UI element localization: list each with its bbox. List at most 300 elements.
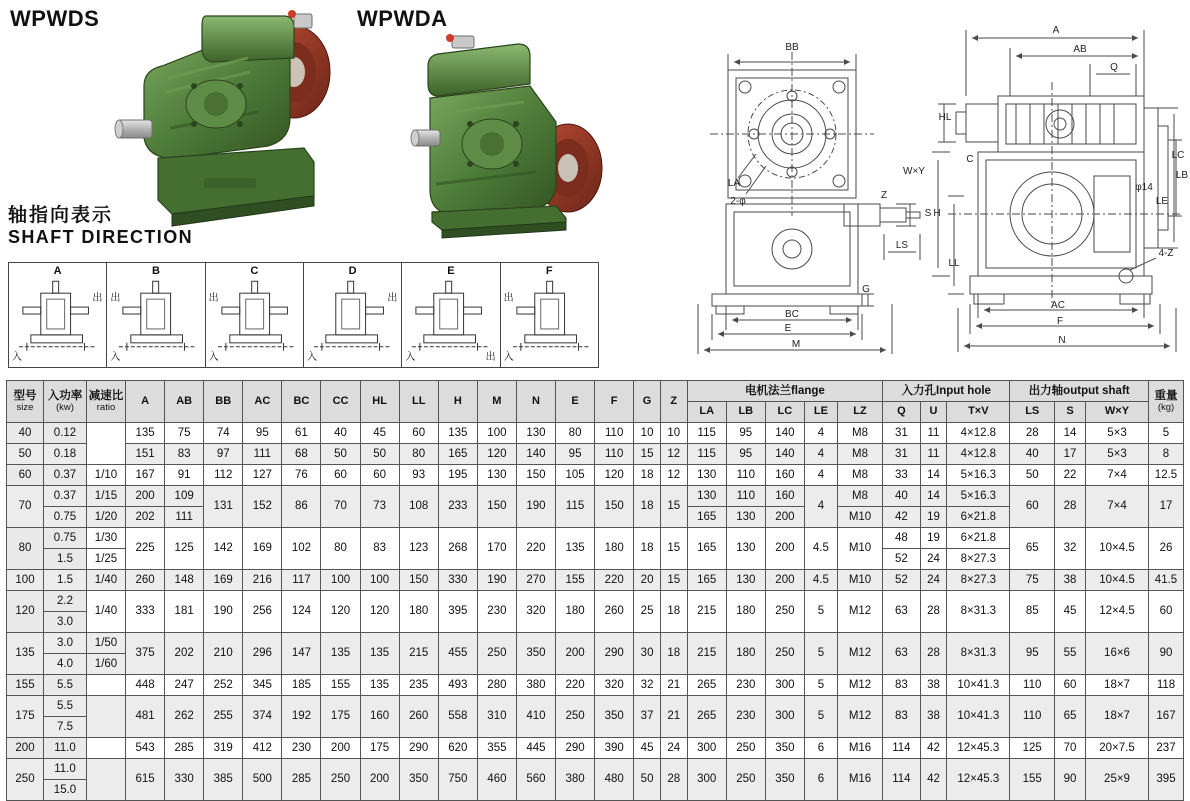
cell-TxV: 6×21.8	[947, 528, 1010, 549]
cell-N: 320	[516, 591, 555, 633]
cell-G: 18	[634, 528, 661, 570]
cell-BC: 86	[282, 486, 321, 528]
cell-U: 19	[920, 507, 947, 528]
cell-N: 560	[516, 759, 555, 801]
cell-LA: 300	[687, 738, 726, 759]
shaft-direction-cell-a	[9, 263, 107, 367]
cell-E: 380	[556, 759, 595, 801]
cell-size: 200	[7, 738, 44, 759]
cell-U: 42	[920, 759, 947, 801]
cell-LL: 350	[399, 759, 438, 801]
cell-LA: 130	[687, 486, 726, 507]
col-size: 型号 size	[7, 381, 44, 423]
dim-a: A	[1052, 25, 1060, 36]
cell-BB: 385	[204, 759, 243, 801]
cell-size: 135	[7, 633, 44, 675]
cell-size: 175	[7, 696, 44, 738]
cell-LC: 200	[765, 507, 804, 528]
dim-wy: W×Y	[903, 166, 925, 177]
cell-LA: 165	[687, 570, 726, 591]
cell-E: 180	[556, 591, 595, 633]
cell-HL: 175	[360, 738, 399, 759]
cell-AC: 256	[243, 591, 282, 633]
cell-ratio: 1/25	[87, 549, 126, 570]
table-row	[7, 465, 1184, 486]
cell-F: 110	[595, 423, 634, 444]
cell-S: 22	[1055, 465, 1086, 486]
cell-N: 140	[516, 444, 555, 465]
col-AB: AB	[165, 381, 204, 423]
cell-G: 37	[634, 696, 661, 738]
cell-AB: 181	[165, 591, 204, 633]
cell-ratio: 1/50	[87, 633, 126, 654]
cell-LE: 4.5	[804, 528, 837, 570]
cell-BB: 142	[204, 528, 243, 570]
cell-LL: 108	[399, 486, 438, 528]
col-M: M	[477, 381, 516, 423]
cell-AC: 296	[243, 633, 282, 675]
cell-AB: 148	[165, 570, 204, 591]
table-row	[7, 696, 1184, 717]
cell-E: 80	[556, 423, 595, 444]
cell-S: 28	[1055, 486, 1086, 528]
cell-Z: 18	[660, 591, 687, 633]
cell-WxY: 12×4.5	[1086, 591, 1149, 633]
dim-phi14: φ14	[1135, 182, 1153, 193]
cell-Q: 52	[883, 570, 920, 591]
col-F: F	[595, 381, 634, 423]
shaft-direction-cell-e	[402, 263, 500, 367]
cell-BC: 124	[282, 591, 321, 633]
cell-Z: 15	[660, 486, 687, 528]
cell-LC: 300	[765, 696, 804, 738]
cell-BB: 319	[204, 738, 243, 759]
cell-S: 14	[1055, 423, 1086, 444]
cell-HL: 160	[360, 696, 399, 738]
cell-ratio	[87, 675, 126, 696]
cell-N: 150	[516, 465, 555, 486]
cell-Q: 83	[883, 675, 920, 696]
cell-BC: 102	[282, 528, 321, 570]
cell-AB: 109	[165, 486, 204, 507]
shaft-dir-in-c: 入	[208, 352, 219, 363]
cell-LB: 130	[726, 528, 765, 570]
cell-kg: 8	[1149, 444, 1184, 465]
cell-kg: 237	[1149, 738, 1184, 759]
cell-LE: 6	[804, 759, 837, 801]
dim-lc: LC	[1171, 150, 1185, 161]
cell-WxY: 18×7	[1086, 675, 1149, 696]
dim-ab: AB	[1073, 44, 1087, 55]
cell-WxY: 7×4	[1086, 465, 1149, 486]
cell-E: 250	[556, 696, 595, 738]
cell-CC: 250	[321, 759, 360, 801]
cell-BC: 185	[282, 675, 321, 696]
cell-AC: 169	[243, 528, 282, 570]
cell-S: 55	[1055, 633, 1086, 675]
cell-LC: 160	[765, 465, 804, 486]
cell-ratio	[87, 759, 126, 801]
cell-AB: 91	[165, 465, 204, 486]
cell-size: 250	[7, 759, 44, 801]
cell-AB: 202	[165, 633, 204, 675]
cell-size: 50	[7, 444, 44, 465]
cell-E: 155	[556, 570, 595, 591]
cell-BC: 68	[282, 444, 321, 465]
cell-M: 355	[477, 738, 516, 759]
cell-G: 18	[634, 465, 661, 486]
cell-S: 32	[1055, 528, 1086, 570]
cell-BB: 190	[204, 591, 243, 633]
col-LE: LE	[804, 402, 837, 423]
cell-kg: 118	[1149, 675, 1184, 696]
cell-kw: 0.75	[44, 507, 87, 528]
shaft-dir-letter-e: E	[447, 265, 455, 277]
cell-A: 135	[126, 423, 165, 444]
cell-LB: 130	[726, 570, 765, 591]
cell-kw: 2.2	[44, 591, 87, 612]
dim-hl: HL	[938, 112, 952, 123]
cell-AB: 247	[165, 675, 204, 696]
cell-TxV: 12×45.3	[947, 738, 1010, 759]
cell-size: 60	[7, 465, 44, 486]
shaft-direction-cell-d	[304, 263, 402, 367]
shaft-dir-out-c: 出	[208, 293, 219, 304]
spec-table-head	[7, 381, 1184, 423]
shaft-direction-table	[8, 262, 599, 368]
cell-LS: 155	[1010, 759, 1055, 801]
cell-kg: 41.5	[1149, 570, 1184, 591]
cell-ratio: 1/40	[87, 570, 126, 591]
cell-ratio: 1/20	[87, 507, 126, 528]
table-row	[7, 570, 1184, 591]
cell-LS: 110	[1010, 696, 1055, 738]
cell-H: 195	[438, 465, 477, 486]
cell-Q: 40	[883, 486, 920, 507]
cell-LL: 150	[399, 570, 438, 591]
cell-WxY: 16×6	[1086, 633, 1149, 675]
cell-LE: 5	[804, 675, 837, 696]
cell-kg: 12.5	[1149, 465, 1184, 486]
cell-F: 260	[595, 591, 634, 633]
shaft-dir-letter-b: B	[152, 265, 160, 277]
technical-drawing-side-view	[930, 8, 1188, 368]
cell-LZ: M8	[837, 486, 882, 507]
cell-AC: 152	[243, 486, 282, 528]
cell-H: 558	[438, 696, 477, 738]
cell-Z: 12	[660, 444, 687, 465]
table-row	[7, 633, 1184, 654]
cell-LZ: M8	[837, 423, 882, 444]
cell-TxV: 8×27.3	[947, 549, 1010, 570]
cell-LA: 215	[687, 591, 726, 633]
cell-LA: 115	[687, 444, 726, 465]
cell-kw: 11.0	[44, 738, 87, 759]
cell-M: 130	[477, 465, 516, 486]
cell-kw: 0.12	[44, 423, 87, 444]
cell-F: 110	[595, 444, 634, 465]
cell-HL: 83	[360, 528, 399, 570]
col-HL: HL	[360, 381, 399, 423]
cell-AC: 111	[243, 444, 282, 465]
col-weight: 重量 (kg)	[1149, 381, 1184, 423]
cell-CC: 100	[321, 570, 360, 591]
cell-WxY: 18×7	[1086, 696, 1149, 738]
cell-BB: 97	[204, 444, 243, 465]
cell-G: 45	[634, 738, 661, 759]
cell-N: 380	[516, 675, 555, 696]
cell-kg: 26	[1149, 528, 1184, 570]
cell-CC: 120	[321, 591, 360, 633]
col-S: S	[1055, 402, 1086, 423]
cell-E: 200	[556, 633, 595, 675]
cell-LE: 5	[804, 696, 837, 738]
cell-LS: 65	[1010, 528, 1055, 570]
cell-U: 24	[920, 549, 947, 570]
cell-Q: 48	[883, 528, 920, 549]
cell-U: 42	[920, 738, 947, 759]
cell-AB: 125	[165, 528, 204, 570]
cell-H: 493	[438, 675, 477, 696]
cell-WxY: 20×7.5	[1086, 738, 1149, 759]
cell-LB: 250	[726, 738, 765, 759]
cell-G: 50	[634, 759, 661, 801]
cell-ratio: 1/60	[87, 654, 126, 675]
cell-LC: 300	[765, 675, 804, 696]
shaft-dir-in-d: 入	[306, 352, 317, 363]
spec-header-row-1	[7, 381, 1184, 402]
cell-LL: 80	[399, 444, 438, 465]
shaft-dir-in-e: 入	[405, 352, 416, 363]
dim-e: E	[784, 323, 792, 334]
cell-Z: 21	[660, 696, 687, 738]
cell-H: 455	[438, 633, 477, 675]
cell-LE: 4	[804, 465, 837, 486]
shaft-direction-cell-c	[206, 263, 304, 367]
cell-A: 481	[126, 696, 165, 738]
dim-c: C	[966, 154, 974, 165]
shaft-dir-out-d: 出	[387, 293, 398, 304]
cell-BB: 210	[204, 633, 243, 675]
cell-TxV: 4×12.8	[947, 423, 1010, 444]
cell-BB: 252	[204, 675, 243, 696]
cell-S: 60	[1055, 675, 1086, 696]
cell-LE: 5	[804, 633, 837, 675]
cell-ratio	[87, 696, 126, 738]
cell-LZ: M10	[837, 528, 882, 570]
cell-CC: 50	[321, 444, 360, 465]
cell-CC: 60	[321, 465, 360, 486]
cell-F: 180	[595, 528, 634, 570]
cell-LA: 265	[687, 696, 726, 738]
cell-HL: 135	[360, 675, 399, 696]
cell-CC: 155	[321, 675, 360, 696]
cell-LZ: M12	[837, 675, 882, 696]
cell-kw: 3.0	[44, 612, 87, 633]
cell-H: 750	[438, 759, 477, 801]
dim-la: LA	[727, 178, 741, 189]
cell-LA: 130	[687, 465, 726, 486]
cell-H: 395	[438, 591, 477, 633]
cell-F: 350	[595, 696, 634, 738]
cell-WxY: 5×3	[1086, 423, 1149, 444]
cell-ratio: 1/40	[87, 591, 126, 633]
cell-WxY: 5×3	[1086, 444, 1149, 465]
shaft-dir-letter-c: C	[250, 265, 259, 277]
cell-LL: 215	[399, 633, 438, 675]
cell-BC: 147	[282, 633, 321, 675]
cell-G: 10	[634, 423, 661, 444]
cell-Q: 42	[883, 507, 920, 528]
shaft-direction-title-en: SHAFT DIRECTION	[8, 226, 193, 247]
cell-LB: 95	[726, 444, 765, 465]
cell-LE: 4	[804, 444, 837, 465]
cell-AC: 127	[243, 465, 282, 486]
shaft-dir-letter-a: A	[53, 265, 62, 277]
cell-LB: 95	[726, 423, 765, 444]
cell-LB: 110	[726, 465, 765, 486]
cell-LA: 165	[687, 507, 726, 528]
cell-Z: 10	[660, 423, 687, 444]
shaft-dir-out-e: 出	[485, 352, 496, 363]
cell-Q: 83	[883, 696, 920, 738]
cell-ratio	[87, 423, 126, 465]
cell-U: 28	[920, 591, 947, 633]
cell-M: 150	[477, 486, 516, 528]
table-row	[7, 444, 1184, 465]
cell-kw: 0.37	[44, 465, 87, 486]
dim-ll: LL	[948, 258, 960, 269]
cell-U: 38	[920, 675, 947, 696]
cell-BB: 169	[204, 570, 243, 591]
shaft-dir-letter-d: D	[348, 265, 357, 277]
cell-G: 32	[634, 675, 661, 696]
cell-LB: 130	[726, 507, 765, 528]
cell-LS: 125	[1010, 738, 1055, 759]
cell-CC: 135	[321, 633, 360, 675]
cell-N: 445	[516, 738, 555, 759]
shaft-dir-letter-f: F	[545, 265, 553, 277]
cell-CC: 175	[321, 696, 360, 738]
cell-M: 310	[477, 696, 516, 738]
cell-size: 120	[7, 591, 44, 633]
shaft-direction-title-cn: 轴指向表示	[8, 205, 114, 226]
dim-n: N	[1058, 335, 1066, 346]
col-E: E	[556, 381, 595, 423]
cell-A: 167	[126, 465, 165, 486]
cell-kg: 17	[1149, 486, 1184, 528]
cell-LZ: M12	[837, 633, 882, 675]
cell-TxV: 10×41.3	[947, 696, 1010, 738]
col-CC: CC	[321, 381, 360, 423]
dim-h: H	[933, 208, 941, 219]
cell-kw: 7.5	[44, 717, 87, 738]
cell-BC: 117	[282, 570, 321, 591]
cell-BB: 112	[204, 465, 243, 486]
dim-z: Z	[880, 190, 888, 201]
cell-ratio: 1/30	[87, 528, 126, 549]
cell-LL: 60	[399, 423, 438, 444]
cell-LZ: M12	[837, 591, 882, 633]
cell-Z: 24	[660, 738, 687, 759]
cell-TxV: 12×45.3	[947, 759, 1010, 801]
shaft-dir-in-f: 入	[503, 352, 514, 363]
cell-LB: 180	[726, 591, 765, 633]
cell-LE: 4	[804, 486, 837, 528]
col-TxV: T×V	[947, 402, 1010, 423]
cell-H: 620	[438, 738, 477, 759]
cell-LA: 265	[687, 675, 726, 696]
cell-kw: 0.18	[44, 444, 87, 465]
model-label-wpwds: WPWDS	[10, 6, 100, 31]
cell-S: 38	[1055, 570, 1086, 591]
cell-LS: 50	[1010, 465, 1055, 486]
cell-AC: 216	[243, 570, 282, 591]
cell-kw: 1.5	[44, 549, 87, 570]
cell-LS: 40	[1010, 444, 1055, 465]
cell-LB: 230	[726, 675, 765, 696]
cell-kw: 0.37	[44, 486, 87, 507]
cell-CC: 40	[321, 423, 360, 444]
cell-LL: 180	[399, 591, 438, 633]
cell-TxV: 4×12.8	[947, 444, 1010, 465]
col-group-output-shaft: 出力轴output shaft	[1010, 381, 1149, 402]
cell-A: 543	[126, 738, 165, 759]
cell-LZ: M12	[837, 696, 882, 738]
cell-M: 190	[477, 570, 516, 591]
cell-LC: 140	[765, 444, 804, 465]
cell-kg: 5	[1149, 423, 1184, 444]
cell-LL: 260	[399, 696, 438, 738]
cell-H: 233	[438, 486, 477, 528]
cell-TxV: 6×21.8	[947, 507, 1010, 528]
cell-WxY: 10×4.5	[1086, 570, 1149, 591]
cell-size: 40	[7, 423, 44, 444]
cell-LA: 215	[687, 633, 726, 675]
cell-LC: 350	[765, 759, 804, 801]
col-power: 入功率 (kw)	[44, 381, 87, 423]
cell-LE: 6	[804, 738, 837, 759]
cell-kw: 4.0	[44, 654, 87, 675]
cell-F: 290	[595, 633, 634, 675]
cell-HL: 45	[360, 423, 399, 444]
cell-S: 70	[1055, 738, 1086, 759]
dim-2phi: 2-φ	[730, 196, 746, 207]
cell-BB: 74	[204, 423, 243, 444]
cell-A: 260	[126, 570, 165, 591]
cell-CC: 80	[321, 528, 360, 570]
cell-E: 220	[556, 675, 595, 696]
cell-AB: 262	[165, 696, 204, 738]
cell-AC: 95	[243, 423, 282, 444]
col-U: U	[920, 402, 947, 423]
cell-U: 28	[920, 633, 947, 675]
cell-BC: 76	[282, 465, 321, 486]
col-group-input-hole: 入力孔Input hole	[883, 381, 1010, 402]
cell-U: 14	[920, 486, 947, 507]
shaft-dir-in-a: 入	[12, 352, 22, 363]
cell-kw: 11.0	[44, 759, 87, 780]
cell-Q: 52	[883, 549, 920, 570]
table-row	[7, 528, 1184, 549]
cell-U: 11	[920, 444, 947, 465]
col-LS: LS	[1010, 402, 1055, 423]
cell-A: 375	[126, 633, 165, 675]
cell-LS: 60	[1010, 486, 1055, 528]
dim-s: S	[924, 208, 932, 219]
cell-Z: 15	[660, 570, 687, 591]
cell-N: 270	[516, 570, 555, 591]
